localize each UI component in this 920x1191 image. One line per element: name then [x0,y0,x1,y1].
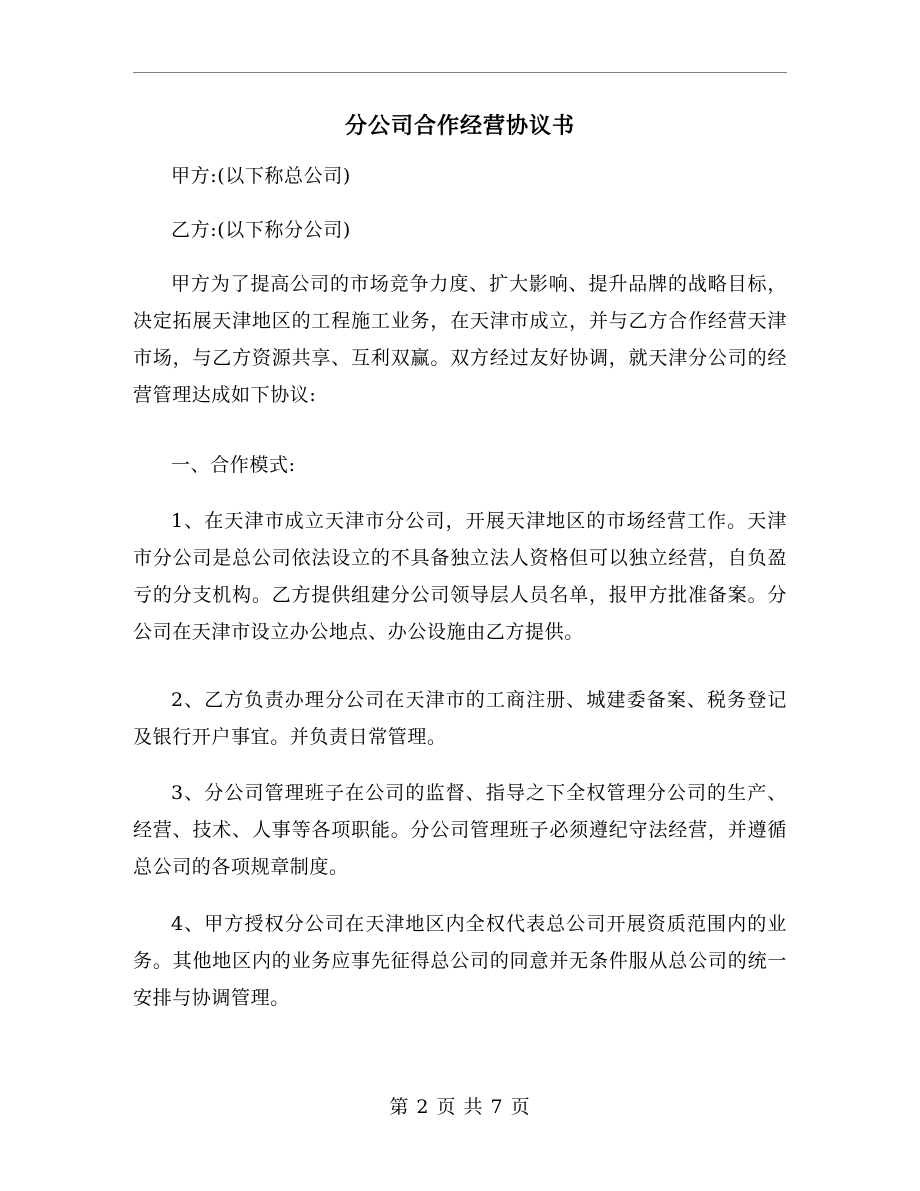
section-heading [133,447,787,484]
clause-1-paragraph [133,503,787,651]
clause-2-paragraph [133,682,787,756]
header-rule [133,72,787,73]
party-a-line [133,158,787,195]
intro-text: 甲方为了提高公司的市场竞争力度、扩大影响、提升品牌的战略目标，决定拓展天津地区的工程施工业务，在天津市成立，并与乙方合作经营天津市场，与乙方资源共享、互利双赢。双方经过友好协调，就天津分公司的经营管理达成如下协议: [133,273,787,406]
clause-1-text: 1、在天津市成立天津市分公司，开展天津地区的市场经营工作。天津市分公司是总公司依法设立的不具备独立法人资格但可以独立经营，自负盈亏的分支机构。乙方提供组建分公司领导层人员名单，报甲方批准备案。分公司在天津市设立办公地点、办公设施由乙方提供。 [133,510,787,643]
clause-3-text: 3、分公司管理班子在公司的监督、指导之下全权管理分公司的生产、经营、技术、人事等各项职能。分公司管理班子必须遵纪守法经营，并遵循总公司的各项规章制度。 [133,782,787,878]
clause-4-text: 4、甲方授权分公司在天津地区内全权代表总公司开展资质范围内的业务。其他地区内的业务应事先征得总公司的同意并无条件服从总公司的统一安排与协调管理。 [133,913,787,1009]
party-b-line [133,212,787,249]
intro-paragraph [133,266,787,414]
document-title: 分公司合作经营协议书 [344,113,575,139]
page-number: 第 2 页 共 7 页 [389,1096,531,1118]
section-1-heading: 一、合作模式: [171,454,296,476]
party-b-text: 乙方:(以下称分公司) [171,219,351,241]
clause-2-text: 2、乙方负责办理分公司在天津市的工商注册、城建委备案、税务登记及银行开户事宜。并负责日常管理。 [133,689,787,748]
party-a-text: 甲方:(以下称总公司) [171,165,351,187]
clause-4-paragraph [133,906,787,1017]
clause-3-paragraph [133,775,787,886]
